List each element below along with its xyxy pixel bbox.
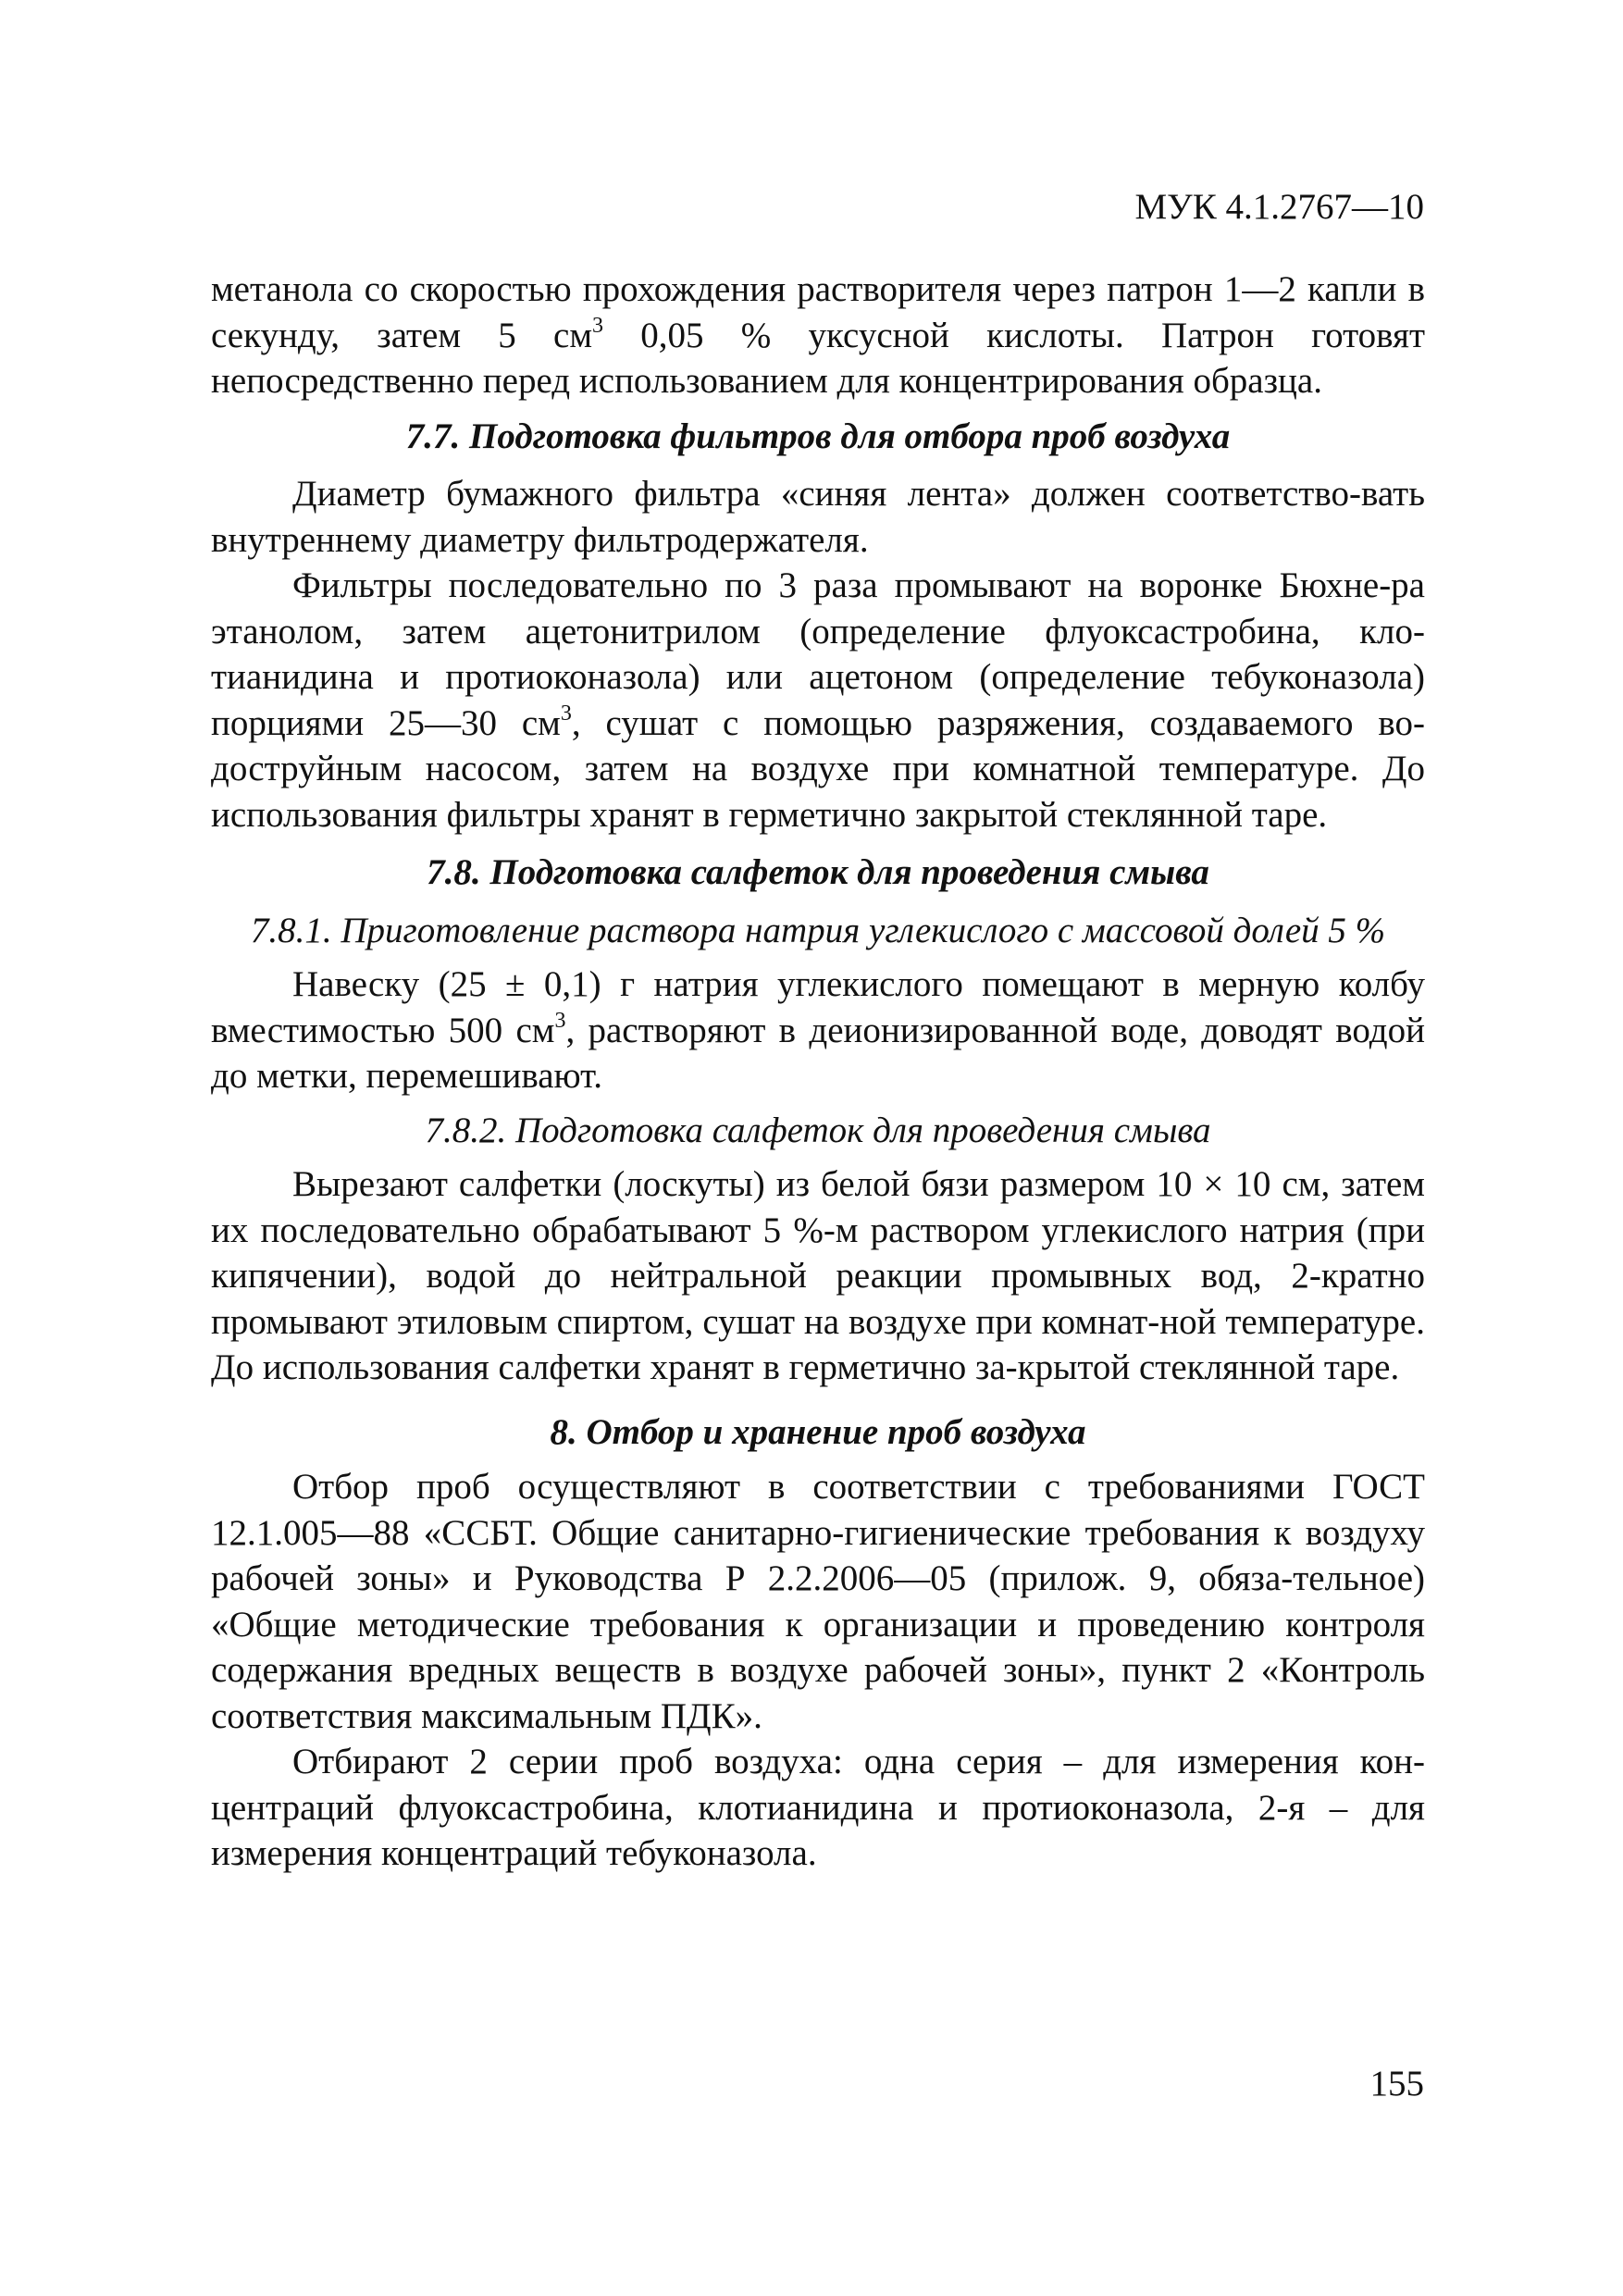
heading-7-8-2: 7.8.2. Подготовка салфеток для проведения смыва [425, 1110, 1211, 1150]
paragraph-filter-washing: Фильтры последовательно по 3 раза промывают на воронке Бюхне-ра этанолом, затем ацетонитрилом (определение флуоксастробина, кло-тианидина и протиоконазола) или ацетоном (определение тебуконазола) порциями 25—30 $см^3$, сушат с помощью разряжения, создаваемого во-доструйным насосом, затем на воздухе при комнатной температуре. До использования фильтры хранят в герметично закрытой стеклянной таре. [211, 565, 1425, 835]
paragraph-sodium-carbonate-solution: Навеску (25 ± 0,1) г натрия углекислого помещают в мерную колбу вместимостью 500 $см^3$, растворяют в деионизированной воде, доводят водой до метки, перемешивают. [211, 964, 1425, 1096]
heading-7-8: 7.8. Подготовка салфеток для проведения смыва [427, 852, 1209, 892]
heading-7-7: 7.7. Подготовка фильтров для отбора проб воздуха [405, 416, 1231, 456]
heading-7-8-1: 7.8.1. Приготовление раствора натрия углекислого с массовой долей 5 % [250, 910, 1386, 950]
paragraph-cartridge-prep: метанола со скоростью прохождения растворителя через патрон 1—2 капли в секунду, затем 5 $см^3$ 0,05 % уксусной кислоты. Патрон готовят непосредственно перед использованием для концентрирования образца. [211, 269, 1425, 401]
document-body [211, 267, 1425, 1877]
heading-8: 8. Отбор и хранение проб воздуха [550, 1411, 1086, 1452]
document-code-header: МУК 4.1.2767—10 [1134, 187, 1424, 227]
page-number: 155 [1369, 2064, 1424, 2104]
paragraph-wipes-prep: Вырезают салфетки (лоскуты) из белой бязи размером 10 × 10 см, затем их последовательно обрабатывают 5 %-м раствором углекислого натрия (при кипячении), водой до нейтральной реакции промывных вод, 2-кратно промывают этиловым спиртом, сушат на воздухе при комнат-ной температуре. До использования салфетки хранят в герметично за-крытой стеклянной таре. [211, 1164, 1425, 1387]
paragraph-air-sampling-series: Отбирают 2 серии проб воздуха: одна серия – для измерения кон-центраций флуоксастробина, клотианидина и протиоконазола, 2-я – для измерения концентраций тебуконазола. [211, 1742, 1425, 1873]
paragraph-filter-diameter: Диаметр бумажного фильтра «синяя лента» должен соответство-вать внутреннему диаметру фильтродержателя. [211, 474, 1425, 560]
paragraph-air-sampling-standards: Отбор проб осуществляют в соответствии с требованиями ГОСТ 12.1.005—88 «ССБТ. Общие санитарно-гигиенические требования к воздуху рабочей зоны» и Руководства Р 2.2.2006—05 (прилож. 9, обяза-тельное) «Общие методические требования к организации и проведению контроля содержания вредных веществ в воздухе рабочей зоны», пункт 2 «Контроль соответствия максимальным ПДК». [211, 1467, 1425, 1736]
